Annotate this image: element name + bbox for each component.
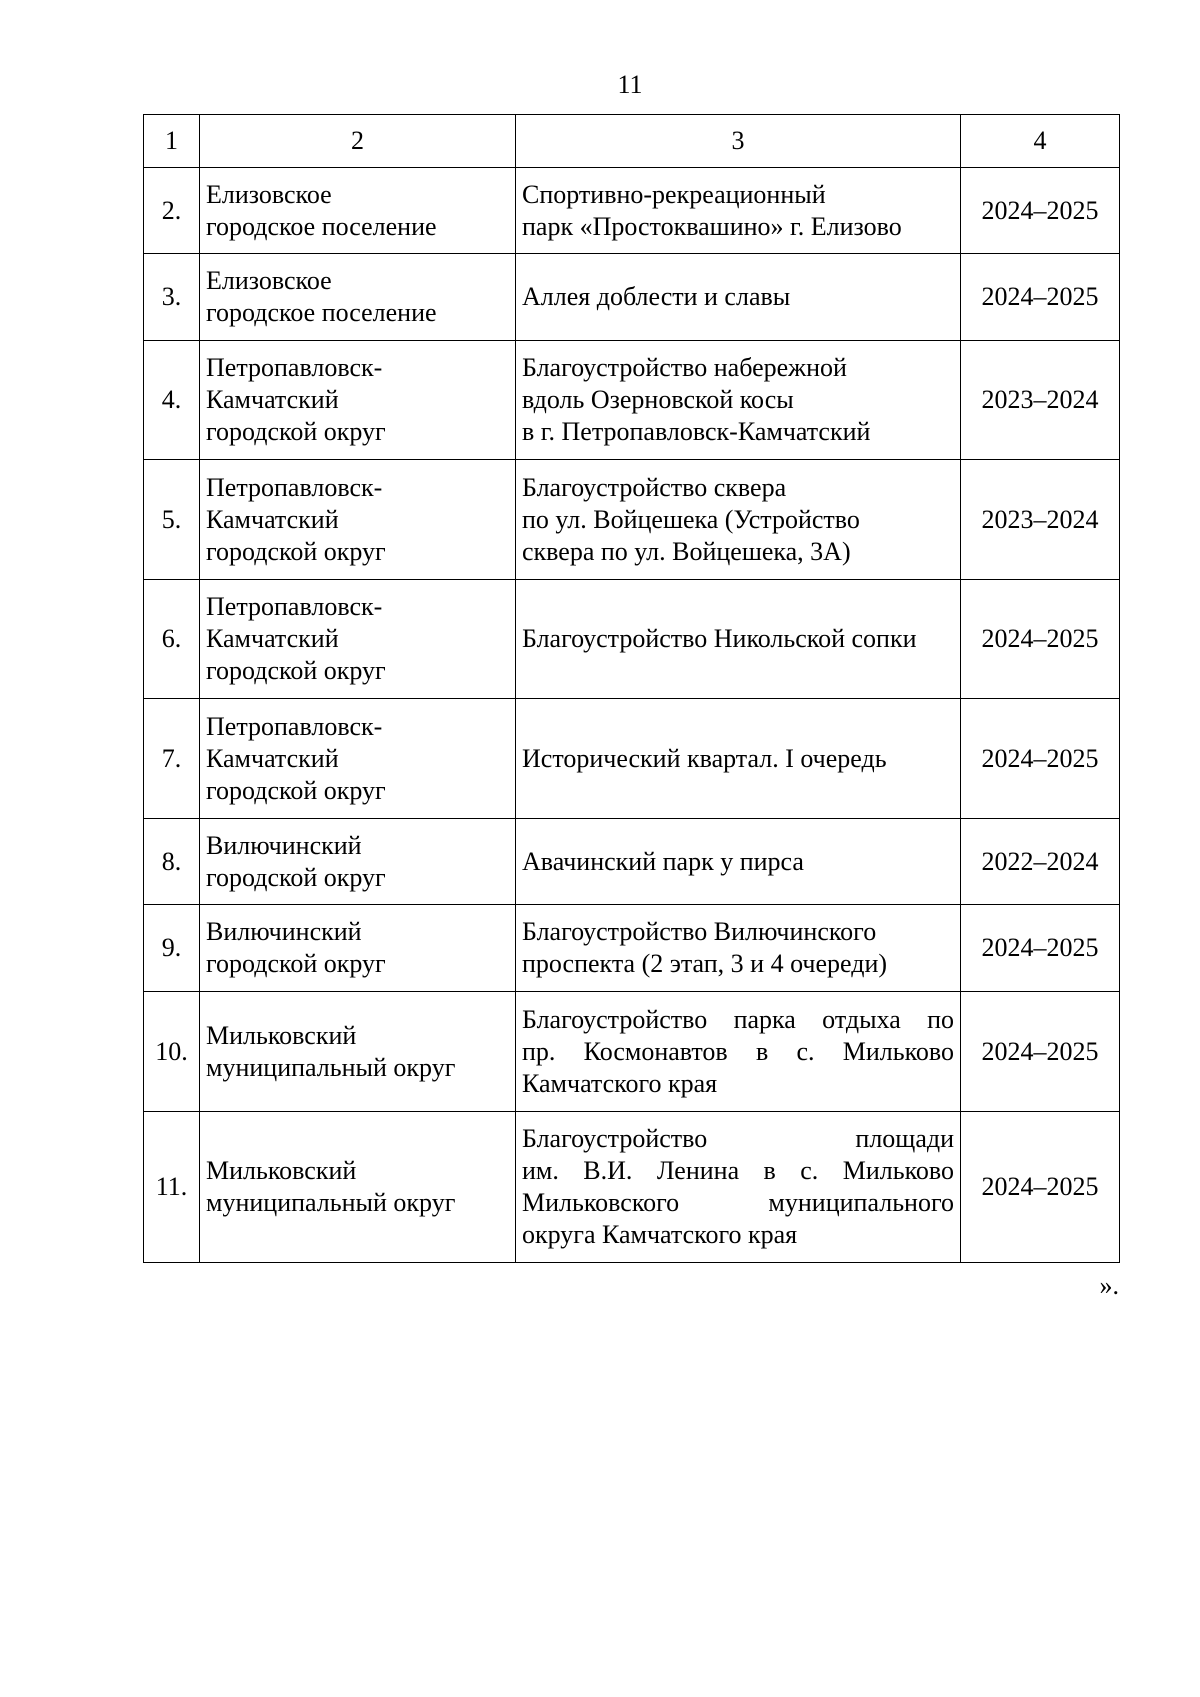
table-row: [144, 580, 1120, 699]
period-cell: 2024–2025: [961, 699, 1120, 819]
municipality-cell: [200, 992, 516, 1112]
municipality-cell: [200, 699, 516, 819]
municipality-cell: [200, 460, 516, 580]
municipality-line: городское поселение: [206, 211, 437, 241]
table-row: [144, 341, 1120, 460]
municipality-cell: [200, 580, 516, 699]
table-row: [144, 905, 1120, 992]
municipality-line: Петропавловск-: [206, 711, 383, 741]
row-number-cell: 9.: [144, 905, 200, 992]
period-cell: 2024–2025: [961, 254, 1120, 341]
object-line: Благоустройство парка отдыха по: [522, 1004, 954, 1034]
header-cell-1: 1: [144, 115, 200, 168]
object-cell: [516, 168, 961, 254]
object-line: Мильковского муниципального: [522, 1188, 954, 1217]
object-line: Авачинский парк у пирса: [522, 846, 804, 876]
header-cell-4: 4: [961, 115, 1120, 168]
municipality-line: Елизовское: [206, 179, 332, 209]
object-line: округа Камчатского края: [522, 1220, 798, 1249]
object-line: Благоустройство Никольской сопки: [522, 624, 917, 653]
row-number-cell: 7.: [144, 699, 200, 819]
table-row: [144, 819, 1120, 905]
municipality-line: городской округ: [206, 862, 386, 892]
municipality-cell: [200, 168, 516, 254]
object-line: Благоустройство сквера: [522, 472, 787, 502]
municipality-line: Вилючинский: [206, 917, 362, 946]
header-cell-2: 2: [200, 115, 516, 168]
municipality-line: городской округ: [206, 949, 386, 978]
row-number-cell: 2.: [144, 168, 200, 254]
period-cell: 2022–2024: [961, 819, 1120, 905]
municipality-line: Камчатский: [206, 504, 339, 534]
object-line: Аллея доблести и славы: [522, 282, 791, 311]
table-row: [144, 992, 1120, 1112]
table-header-row: [144, 115, 1120, 168]
closing-quote-mark: ».: [1099, 1271, 1119, 1300]
object-line: Исторический квартал. I очередь: [522, 743, 887, 773]
object-line: по ул. Войцешека (Устройство: [522, 504, 860, 534]
object-line: в г. Петропавловск-Камчатский: [522, 417, 871, 446]
object-cell: [516, 819, 961, 905]
municipality-line: Елизовское: [206, 266, 332, 295]
municipality-line: городское поселение: [206, 298, 437, 327]
row-number-cell: 4.: [144, 341, 200, 460]
object-cell: [516, 254, 961, 341]
period-cell: 2023–2024: [961, 341, 1120, 460]
object-line: пр. Космонавтов в с. Мильково: [522, 1036, 954, 1066]
period-cell: 2024–2025: [961, 1112, 1120, 1263]
object-line: сквера по ул. Войцешека, 3А): [522, 536, 851, 566]
object-line: Благоустройство набережной: [522, 353, 847, 382]
object-line: вдоль Озерновской косы: [522, 385, 794, 414]
municipality-cell: [200, 254, 516, 341]
row-number-cell: 11.: [144, 1112, 200, 1263]
municipality-line: Камчатский: [206, 743, 339, 773]
object-cell: [516, 341, 961, 460]
municipality-line: Мильковский: [206, 1020, 357, 1050]
header-cell-3: 3: [516, 115, 961, 168]
row-number-cell: 8.: [144, 819, 200, 905]
object-cell: [516, 460, 961, 580]
row-number-cell: 3.: [144, 254, 200, 341]
table-row: [144, 699, 1120, 819]
municipality-line: городской округ: [206, 656, 386, 685]
municipality-line: Петропавловск-: [206, 592, 383, 621]
period-cell: 2023–2024: [961, 460, 1120, 580]
object-cell: [516, 580, 961, 699]
object-cell: [516, 699, 961, 819]
municipality-line: городской округ: [206, 775, 386, 805]
municipality-line: Камчатский: [206, 624, 339, 653]
municipality-line: Камчатский: [206, 385, 339, 414]
object-line: им. В.И. Ленина в с. Мильково: [522, 1156, 954, 1185]
object-line: Благоустройство Вилючинского: [522, 917, 877, 946]
period-cell: 2024–2025: [961, 905, 1120, 992]
municipality-line: Вилючинский: [206, 830, 362, 860]
municipality-line: Петропавловск-: [206, 353, 383, 382]
object-line: парк «Простоквашино» г. Елизово: [522, 211, 902, 241]
municipality-line: городской округ: [206, 417, 386, 446]
object-cell: [516, 992, 961, 1112]
table-row: [144, 1112, 1120, 1263]
municipality-line: Петропавловск-: [206, 472, 383, 502]
object-cell: [516, 905, 961, 992]
row-number-cell: 10.: [144, 992, 200, 1112]
object-line: Благоустройство площади: [522, 1124, 954, 1153]
projects-table: [143, 114, 1120, 1263]
municipality-cell: [200, 905, 516, 992]
object-cell: [516, 1112, 961, 1263]
object-line: проспекта (2 этап, 3 и 4 очереди): [522, 949, 888, 978]
object-line: Камчатского края: [522, 1068, 718, 1098]
municipality-cell: [200, 1112, 516, 1263]
object-line: Спортивно-рекреационный: [522, 179, 826, 209]
table-row: [144, 460, 1120, 580]
period-cell: 2024–2025: [961, 580, 1120, 699]
municipality-line: Мильковский: [206, 1156, 357, 1185]
municipality-cell: [200, 819, 516, 905]
page-number: 11: [617, 70, 643, 99]
row-number-cell: 6.: [144, 580, 200, 699]
municipality-line: муниципальный округ: [206, 1188, 456, 1217]
period-cell: 2024–2025: [961, 992, 1120, 1112]
table-row: [144, 168, 1120, 254]
period-cell: 2024–2025: [961, 168, 1120, 254]
table-row: [144, 254, 1120, 341]
row-number-cell: 5.: [144, 460, 200, 580]
municipality-line: городской округ: [206, 536, 386, 566]
municipality-cell: [200, 341, 516, 460]
municipality-line: муниципальный округ: [206, 1052, 456, 1082]
